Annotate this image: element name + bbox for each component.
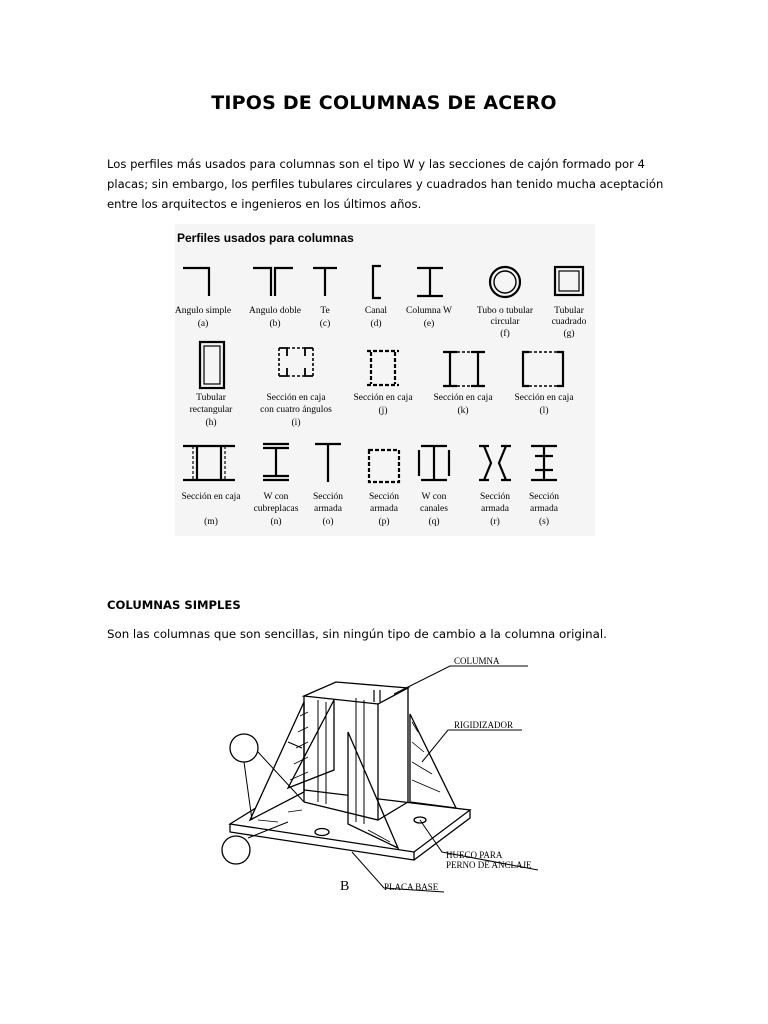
caption-d-tag: (d)	[370, 319, 382, 329]
caption-m-tag: (m)	[204, 517, 218, 527]
profile-l-shape	[523, 352, 563, 386]
caption-s-1: Sección	[528, 492, 560, 502]
caption-b-tag: (b)	[269, 319, 281, 329]
caption-r-2: armada	[481, 504, 509, 514]
caption-q-2: canales	[420, 504, 448, 514]
caption-c-1: Te	[320, 306, 330, 316]
profile-j-shape	[367, 351, 399, 385]
caption-o-tag: (o)	[322, 517, 334, 527]
page-title: TIPOS DE COLUMNAS DE ACERO	[211, 92, 557, 114]
caption-n-tag: (n)	[270, 517, 282, 527]
label-hueco-2: PERNO DE ANCLAJE	[446, 860, 532, 870]
profile-s-shape	[531, 446, 557, 480]
label-hueco-1: HUECO PARA	[446, 850, 503, 860]
caption-r-tag: (r)	[490, 517, 500, 527]
caption-g-tag: (g)	[563, 329, 575, 339]
caption-b-1: Angulo doble	[249, 306, 301, 316]
caption-q-tag: (q)	[428, 517, 440, 527]
caption-a-1: Angulo simple	[175, 306, 232, 316]
caption-n-2: cubreplacas	[253, 504, 299, 514]
profile-r-shape	[479, 446, 511, 480]
profile-i-shape	[279, 348, 313, 376]
caption-j-tag: (j)	[378, 406, 388, 416]
label-rigidizador: RIGIDIZADOR	[454, 720, 513, 730]
caption-i-2: con cuatro ángulos	[260, 405, 332, 415]
caption-k-tag: (k)	[457, 406, 469, 416]
profile-e-shape	[417, 268, 443, 296]
caption-s-2: armada	[530, 504, 558, 514]
caption-k-1: Sección en caja	[433, 393, 493, 403]
detail-circle-1	[230, 734, 258, 762]
caption-r-1: Sección	[479, 492, 511, 502]
profile-m-shape	[183, 446, 235, 480]
profile-c-shape	[313, 268, 337, 296]
caption-e-1: Columna W	[405, 306, 453, 316]
caption-a-tag: (a)	[197, 319, 209, 329]
profile-k-shape	[443, 352, 485, 386]
section-heading: COLUMNAS SIMPLES	[107, 598, 241, 612]
caption-g-2: cuadrado	[551, 317, 587, 327]
caption-l-tag: (l)	[539, 406, 549, 416]
intro-line: entre los arquitectos e ingenieros en los últimos años.	[107, 197, 422, 211]
profile-b-shape	[253, 268, 293, 296]
intro-paragraph	[107, 154, 667, 214]
caption-n-1: W con	[263, 492, 289, 502]
caption-j-1: Sección en caja	[353, 393, 413, 403]
intro-line: Los perfiles más usados para columnas son el tipo W y las secciones de cajón formado por 4	[107, 157, 645, 171]
caption-g-1: Tubular	[554, 306, 584, 316]
caption-m-1: Sección en caja	[181, 492, 241, 502]
caption-o-1: Sección	[312, 492, 344, 502]
label-placa: PLACA BASE	[384, 882, 439, 892]
profile-p-shape	[369, 450, 399, 482]
profile-a-shape	[183, 268, 209, 296]
caption-h-2: rectangular	[189, 405, 233, 415]
caption-s-tag: (s)	[538, 517, 550, 527]
figure-heading: Perfiles usados para columnas	[177, 231, 354, 245]
caption-o-2: armada	[314, 504, 342, 514]
caption-l-1: Sección en caja	[514, 393, 574, 403]
caption-c-tag: (c)	[319, 319, 331, 329]
caption-f-2: circular	[490, 317, 520, 327]
caption-h-tag: (h)	[205, 418, 217, 428]
caption-h-1: Tubular	[196, 393, 226, 403]
stiffener-right	[410, 714, 456, 808]
caption-e-tag: (e)	[423, 319, 435, 329]
caption-p-1: Sección	[368, 492, 400, 502]
profile-o-shape	[315, 444, 341, 482]
profile-n-shape	[263, 444, 289, 480]
label-columna: COLUMNA	[454, 656, 500, 666]
base-plate-figure	[218, 652, 558, 902]
caption-i-tag: (i)	[291, 418, 301, 428]
profile-d-shape	[373, 266, 381, 298]
caption-f-1: Tubo o tubular	[476, 306, 534, 316]
label-b: B	[340, 879, 350, 894]
profile-q-shape	[419, 446, 449, 480]
caption-q-1: W con	[421, 492, 447, 502]
intro-line: placas; sin embargo, los perfiles tubulares circulares y cuadrados han tenido mucha aceptación	[107, 177, 664, 191]
caption-p-tag: (p)	[378, 517, 390, 527]
column-profiles-figure	[175, 224, 595, 536]
section-text: Son las columnas que son sencillas, sin ningún tipo de cambio a la columna original.	[107, 627, 607, 641]
detail-circle-2	[222, 836, 250, 864]
caption-p-2: armada	[370, 504, 398, 514]
caption-f-tag: (f)	[500, 329, 510, 339]
caption-i-1: Sección en caja	[266, 393, 326, 403]
caption-d-1: Canal	[364, 306, 388, 316]
